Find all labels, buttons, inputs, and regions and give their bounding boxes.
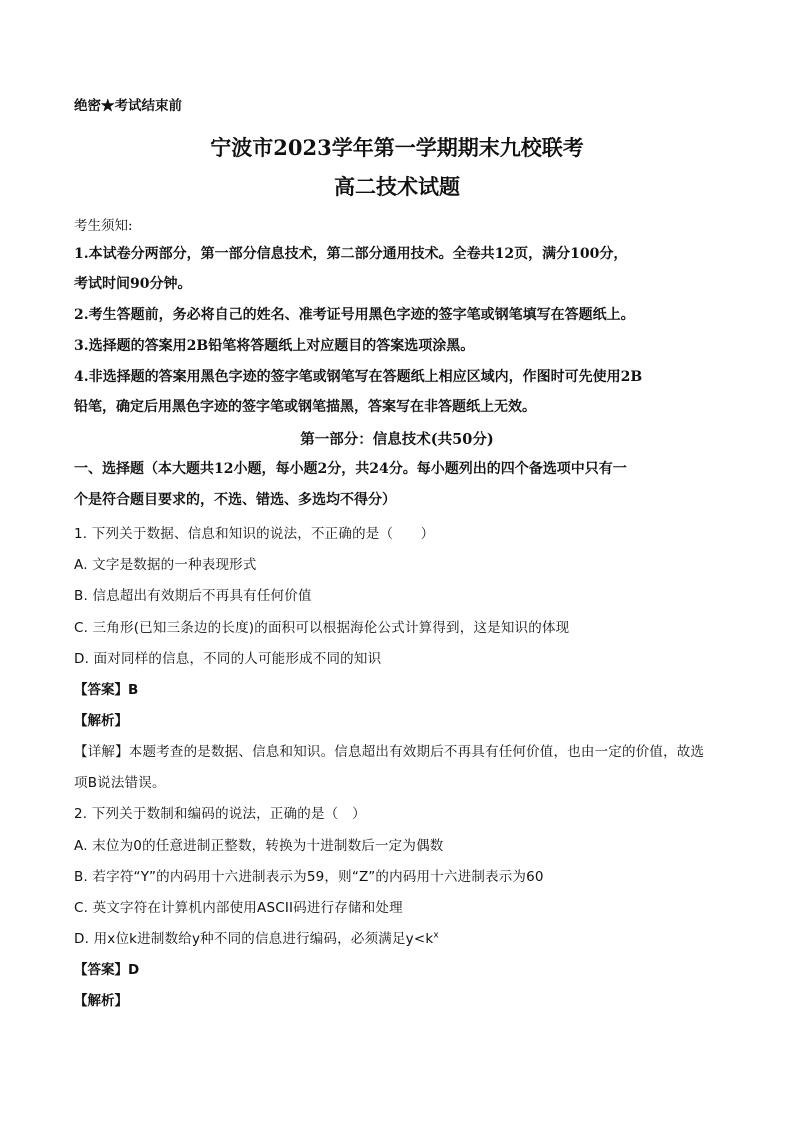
q1-option-c: C. 三角形(已知三条边的长度)的面积可以根据海伦公式计算得到，这是知识的体现 [74,620,570,636]
notice-heading: 考生须知: [74,218,133,234]
q2-option-b: B. 若字符“Y”的内码用十六进制表示为59，则“Z”的内码用十六进制表示为60 [74,869,544,885]
exam-title: 宁波市2023学年第一学期期末九校联考 [210,135,584,160]
notice-item-4-line-1: 4.非选择题的答案用黑色字迹的签字笔或钢笔写在答题纸上相应区域内，作图时可先使用2B [74,369,643,385]
q2-option-c: C. 英文字符在计算机内部使用ASCII码进行存储和处理 [74,900,403,916]
q2-analysis-label: 【解析】 [74,993,128,1009]
q1-analysis-label: 【解析】 [74,713,128,729]
q1-detail-line-1: 【详解】本题考查的是数据、信息和知识。信息超出有效期后不再具有任何价值，也由一定的价值，故选 [74,744,705,760]
notice-item-1-line-2: 考试时间90分钟。 [74,276,192,292]
q2-option-d [74,929,439,949]
q2-option-a: A. 末位为0的任意进制正整数，转换为十进制数后一定为偶数 [74,838,444,854]
q1-detail-line-2: 项B说法错误。 [74,775,166,791]
q1-option-d: D. 面对同样的信息，不同的人可能形成不同的知识 [74,651,382,667]
q2-option-d-exponent: x [433,930,439,941]
q2-stem: 2. 下列关于数制和编码的说法，正确的是（ ） [74,806,366,822]
q1-answer: 【答案】B [74,682,139,698]
q1-option-a: A. 文字是数据的一种表现形式 [74,557,257,573]
q1-option-b: B. 信息超出有效期后不再具有任何价值 [74,588,312,604]
notice-item-4-line-2: 铅笔，确定后用黑色字迹的签字笔或钢笔描黑，答案写在非答题纸上无效。 [74,399,536,415]
exam-subtitle: 高二技术试题 [334,174,460,199]
notice-item-2: 2.考生答题前，务必将自己的姓名、准考证号用黑色字迹的签字笔或钢笔填写在答题纸上。 [74,307,635,323]
section-heading-part1: 第一部分：信息技术(共50分) [300,431,494,448]
q2-option-d-text: D. 用x位k进制数给y种不同的信息进行编码，必须满足y<k [74,931,434,947]
confidential-label: 绝密★考试结束前 [74,98,182,114]
choice-section-line-1: 一、选择题（本大题共12小题，每小题2分，共24分。每小题列出的四个备选项中只有一 [74,461,627,477]
choice-section-line-2: 个是符合题目要求的，不选、错选、多选均不得分） [74,492,396,508]
q2-answer: 【答案】D [74,962,140,978]
notice-item-1-line-1: 1.本试卷分两部分，第一部分信息技术，第二部分通用技术。全卷共12页，满分100分， [74,246,628,262]
q1-stem: 1. 下列关于数据、信息和知识的说法，不正确的是（ ） [74,526,435,542]
notice-item-3: 3.选择题的答案用2B铅笔将答题纸上对应题目的答案选项涂黑。 [74,338,475,354]
